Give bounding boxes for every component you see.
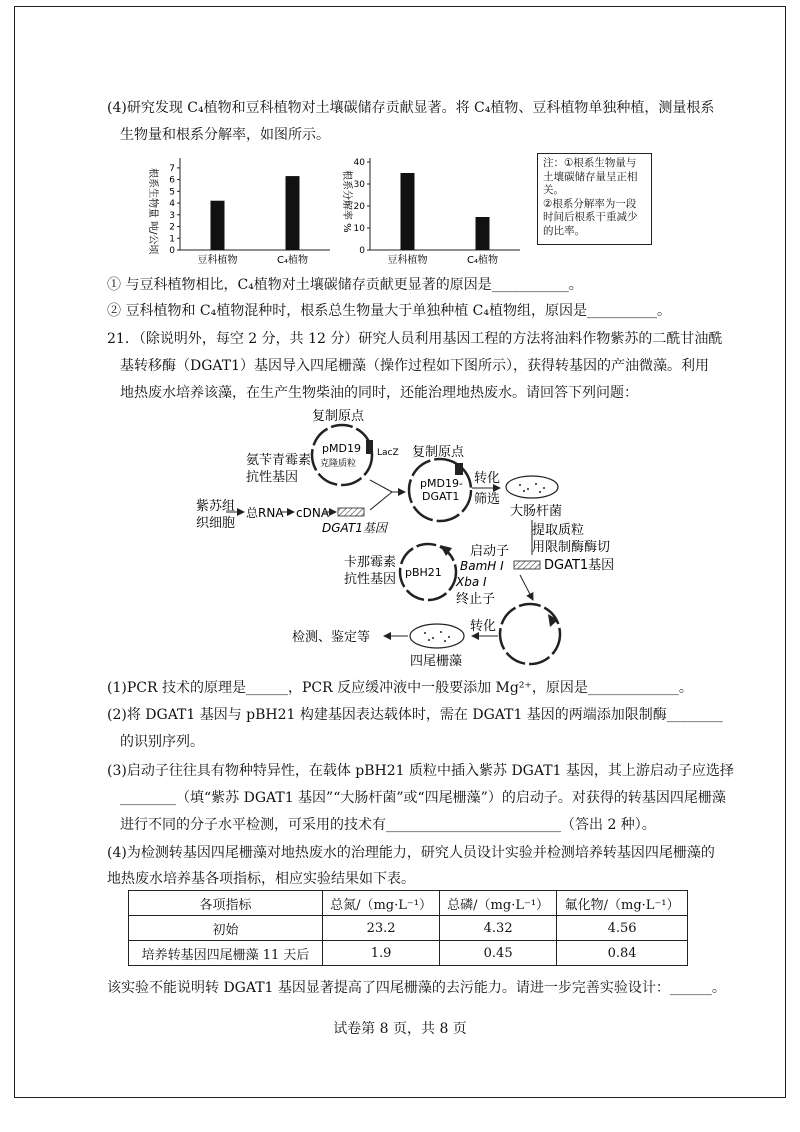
cut-label: 用限制酶酶切 [532,540,611,555]
table-row [129,941,688,966]
chart1-category-label: 豆科植物 [197,255,238,266]
q21-line1: 21．（除说明外，每空 2 分，共 12 分）研究人员利用基因工程的方法将油料作物紫苏的二酰甘油酰 [107,331,723,347]
chart1-tick-label: 0 [169,246,175,256]
q21-line3: 地热废水培养该藻，在生产生物柴油的同时，还能治理地热废水。请回答下列问题： [120,385,638,401]
chart2-tick-label: 20 [353,202,365,212]
amp-label-2: 抗性基因 [246,470,299,485]
promoter-label: 启动子 [470,544,510,559]
table-cell: 4.56 [557,916,688,941]
kan-label-2: 抗性基因 [344,572,397,587]
question-3a: (3)启动子往往具有物种特异性，在载体 pBH21 质粒中插入紫苏 DGAT1 基因，其上游启动子应选择 [107,763,734,779]
pmd19-label: pMD19 [322,442,361,455]
table-cell: 0.45 [440,941,557,966]
table-header: 总磷/（mg·L⁻¹） [440,891,557,916]
dgat1-fragment-label: DGAT1基因 [544,558,615,573]
chart1-tick-label: 5 [169,187,175,198]
question-last: 该实验不能说明转 DGAT1 基因显著提高了四尾栅藻的去污能力。请进一步完善实验设计：______。 [107,980,726,996]
table-cell: 初始 [129,916,323,941]
note-line: 土壤碳储存量呈正相 [543,170,638,183]
screen-label: 筛选 [474,492,501,507]
xbai-label: Xba Ⅰ [456,575,487,589]
terminator-label: 终止子 [456,592,496,607]
algae-label: 四尾栅藻 [410,654,463,669]
chart2-ylabel: 根系分解率 % [341,170,352,233]
detect-label: 检测、鉴定等 [292,630,371,645]
note-line: 注：①根系生物量与 [543,157,637,169]
lacz-label: LacZ [377,448,399,458]
table-row [129,916,688,941]
question-4b: 地热废水培养基各项指标，相应实验结果如下表。 [107,871,415,887]
question-3b: ________（填“紫苏 DGAT1 基因”“大肠杆菌”或“四尾栅藻”）的启动子。对获得的转基因四尾栅藻 [120,790,726,806]
table-header: 总氮/（mg·L⁻¹） [323,891,440,916]
transform-label-1: 转化 [474,471,501,486]
q4-sub1: ① 与豆科植物相比，C₄植物对土壤碳储存贡献更显著的原因是___________。 [107,277,583,293]
table-cell: 4.32 [440,916,557,941]
pmd19-plasmid [312,425,372,485]
chart2-tick-label: 10 [353,224,365,234]
perilla-label-2: 织细胞 [196,516,236,531]
table-cell: 1.9 [323,941,440,966]
note-line: ②根系分解率为一段 [543,197,637,210]
results-table [128,890,688,966]
table-header: 氟化物/（mg·L⁻¹） [557,891,688,916]
chart2-tick-label: 0 [359,246,365,256]
table-header: 各项指标 [129,891,323,916]
q4-line2: 生物量和根系分解率，如图所示。 [120,127,330,143]
chart1-tick-label: 1 [169,234,175,245]
perilla-label-1: 紫苏组 [196,499,236,514]
note-line: 时间后根系干重减少 [543,211,638,223]
table-header-row [129,891,688,916]
table-cell: 培养转基因四尾栅藻 11 天后 [129,941,323,966]
kan-label-1: 卡那霉素 [344,555,397,570]
total-rna-label: 总RNA [246,506,284,520]
algae-colonies [424,631,450,642]
table-cell: 0.84 [557,941,688,966]
table-cell: 23.2 [323,916,440,941]
chart2-category-label: 豆科植物 [387,255,428,266]
chart2-tick-label: 30 [353,180,365,190]
chart1-category-label: C₄植物 [277,255,308,266]
clone-label: 克隆质粒 [320,459,357,469]
question-1: (1)PCR 技术的原理是______，PCR 反应缓冲液中一般要添加 Mg²⁺，原因是_____________。 [107,680,693,696]
pmd19dgat-label: pMD19- [420,477,463,490]
q21-line2: 基转移酶（DGAT1）基因导入四尾栅藻（操作过程如下图所示），获得转基因的产油微藻。利用 [120,358,709,374]
lacz-segment [366,440,373,454]
algae-dish [410,624,464,648]
ecoli-label: 大肠杆菌 [510,504,563,519]
question-3c: 进行不同的分子水平检测，可采用的技术有_________________________（答出 2 种）。 [120,817,656,833]
chart1-tick-label: 6 [169,175,175,186]
final-plasmid [500,604,560,664]
question-4a: (4)为检测转基因四尾栅藻对地热废水的治理能力，研究人员设计实验并检测培养转基因四尾栅藻的 [107,845,715,861]
amp-label-1: 氨苄青霉素 [246,453,312,468]
dgat1-gene-block [338,508,364,516]
chart2-tick-label: 40 [353,158,365,168]
chart1-tick-label: 7 [169,163,175,174]
pbh21-label: pBH21 [405,566,442,579]
chart1-tick-label: 3 [169,210,175,221]
cdna-label: cDNA [296,506,330,520]
question-2a: (2)将 DGAT1 基因与 pBH21 构建基因表达载体时，需在 DGAT1 基因的两端添加限制酶________ [107,707,723,723]
page-footer: 试卷第 8 页，共 8 页 [333,1021,467,1037]
q4-line1: (4)研究发现 C₄植物和豆科植物对土壤碳储存贡献显著。将 C₄植物、豆科植物单独种植，测量根系 [107,100,715,116]
chart1-ylabel: 根系生物量 吨/公顷 [147,168,158,255]
note-line: 的比率。 [543,224,585,237]
ecoli-dish [506,476,558,498]
transform-label-2: 转化 [470,619,497,634]
chart1-tick-label: 4 [169,199,175,210]
note-line: 关。 [543,184,564,196]
chart1-tick-label: 2 [169,222,175,233]
origin-label-2: 复制原点 [412,445,465,460]
bamhi-label: BamH Ⅰ [460,559,504,573]
origin-label-1: 复制原点 [312,409,365,424]
extract-label: 提取质粒 [532,523,585,538]
chart2-category-label: C₄植物 [467,255,498,266]
dgat1-gene-label: DGAT1基因 [322,521,387,535]
q4-sub2: ② 豆科植物和 C₄植物混种时，根系总生物量大于单独种植 C₄植物组，原因是__________。 [107,303,671,319]
ecoli-colonies [519,483,545,493]
dgat1-fragment [514,561,540,569]
question-2b: 的识别序列。 [120,734,204,750]
dgat1-label: DGAT1 [422,490,460,503]
